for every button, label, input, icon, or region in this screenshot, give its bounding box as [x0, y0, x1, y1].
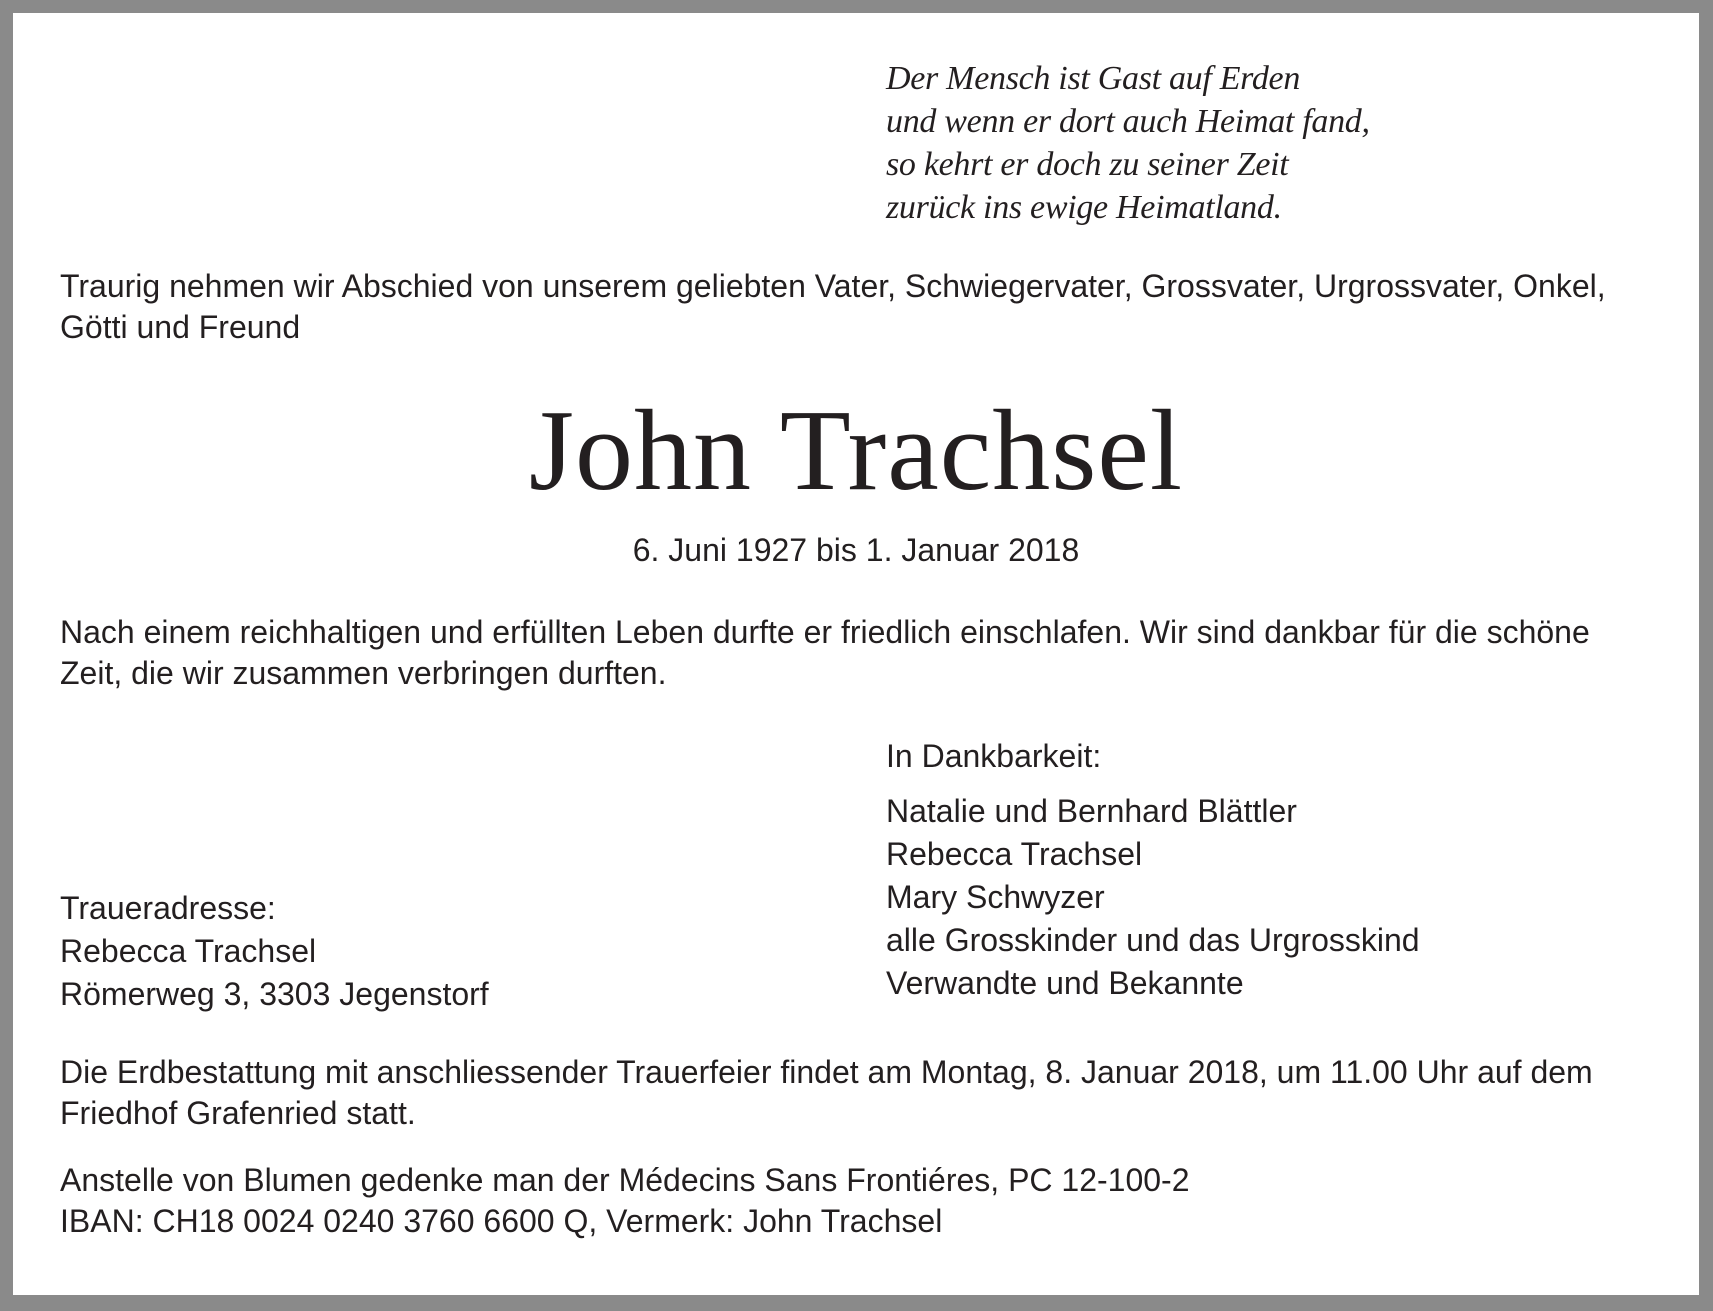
mourners-block [886, 735, 1420, 1005]
poem-line: Der Mensch ist Gast auf Erden [886, 60, 1301, 97]
donation-line: Anstelle von Blumen gedenke man der Médecins Sans Frontiéres, PC 12-100-2 [60, 1162, 1190, 1198]
address-street: Römerweg 3, 3303 Jegenstorf [60, 976, 489, 1012]
intro-paragraph [60, 266, 1660, 348]
mourners-heading: In Dankbarkeit: [886, 738, 1102, 774]
life-line: Zeit, die wir zusammen verbringen durften. [60, 655, 667, 691]
address-label: Traueradresse: [60, 890, 276, 926]
address-name: Rebecca Trachsel [60, 933, 317, 969]
poem-line: so kehrt er doch zu seiner Zeit [886, 146, 1289, 183]
funeral-notice [60, 1052, 1660, 1134]
mourner-name: alle Grosskinder und das Urgrosskind [886, 922, 1420, 958]
mourner-name: Rebecca Trachsel [886, 836, 1143, 872]
obituary-page [13, 13, 1699, 1295]
life-paragraph [60, 612, 1660, 694]
mourner-name: Verwandte und Bekannte [886, 965, 1244, 1001]
deceased-name: John Trachsel [528, 387, 1184, 515]
donation-line: IBAN: CH18 0024 0240 3760 6600 Q, Vermerk: John Trachsel [60, 1203, 943, 1239]
intro-line: Traurig nehmen wir Abschied von unserem geliebten Vater, Schwiegervater, Grossvater, Urgrossvater, Onkel, [60, 268, 1606, 304]
funeral-line: Friedhof Grafenried statt. [60, 1095, 416, 1131]
mourner-name: Natalie und Bernhard Blättler [886, 793, 1297, 829]
life-line: Nach einem reichhaltigen und erfüllten Leben durfte er friedlich einschlafen. Wir sind dankbar für die schöne [60, 614, 1590, 650]
poem-line: und wenn er dort auch Heimat fand, [886, 103, 1370, 140]
donation-notice [60, 1160, 1660, 1242]
poem-line: zurück ins ewige Heimatland. [886, 189, 1282, 226]
intro-line: Götti und Freund [60, 309, 301, 345]
mourning-address [60, 887, 489, 1016]
poem-verse [886, 57, 1370, 229]
life-dates: 6. Juni 1927 bis 1. Januar 2018 [632, 532, 1080, 568]
funeral-line: Die Erdbestattung mit anschliessender Trauerfeier findet am Montag, 8. Januar 2018, um 11.00 Uhr auf dem [60, 1054, 1593, 1090]
mourner-name: Mary Schwyzer [886, 879, 1105, 915]
